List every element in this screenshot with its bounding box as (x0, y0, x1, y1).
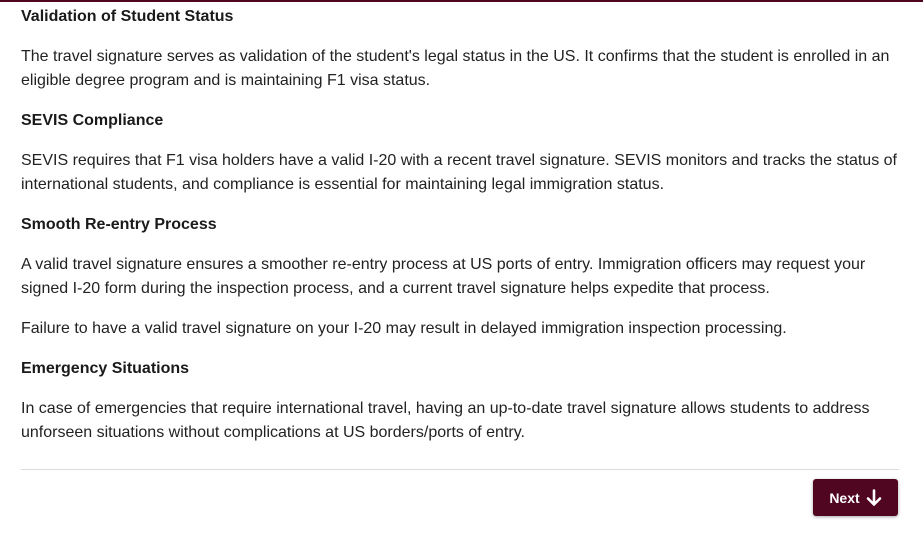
arrow-down-icon (866, 489, 882, 507)
section-paragraph-emergency: In case of emergencies that require international travel, having an up-to-date travel signature allows students to address unforseen situations without complications at US borders/ports of entry. (21, 400, 870, 441)
divider (21, 469, 899, 470)
section-heading-emergency: Emergency Situations (21, 360, 190, 377)
next-button-label: Next (829, 489, 860, 506)
section-paragraph-reentry-warning: Failure to have a valid travel signature on your I-20 may result in delayed immigration inspection processing. (21, 320, 787, 337)
section-paragraph-sevis: SEVIS requires that F1 visa holders have a valid I-20 with a recent travel signature. SEVIS monitors and tracks the status of international students, and compliance is essential for maintaining legal immigration status. (21, 152, 897, 193)
section-paragraph-validation: The travel signature serves as validation of the student's legal status in the US. It confirms that the student is enrolled in an eligible degree program and is maintaining F1 visa status. (21, 48, 890, 89)
top-border (0, 0, 923, 2)
section-paragraph-reentry: A valid travel signature ensures a smoother re-entry process at US ports of entry. Immigration officers may request your signed I-20 form during the inspection process, and a current travel signature helps expedite that process. (21, 256, 866, 297)
section-heading-sevis: SEVIS Compliance (21, 112, 164, 129)
section-heading-validation: Validation of Student Status (21, 8, 234, 25)
next-button[interactable] (813, 479, 898, 516)
section-heading-reentry: Smooth Re-entry Process (21, 216, 217, 233)
